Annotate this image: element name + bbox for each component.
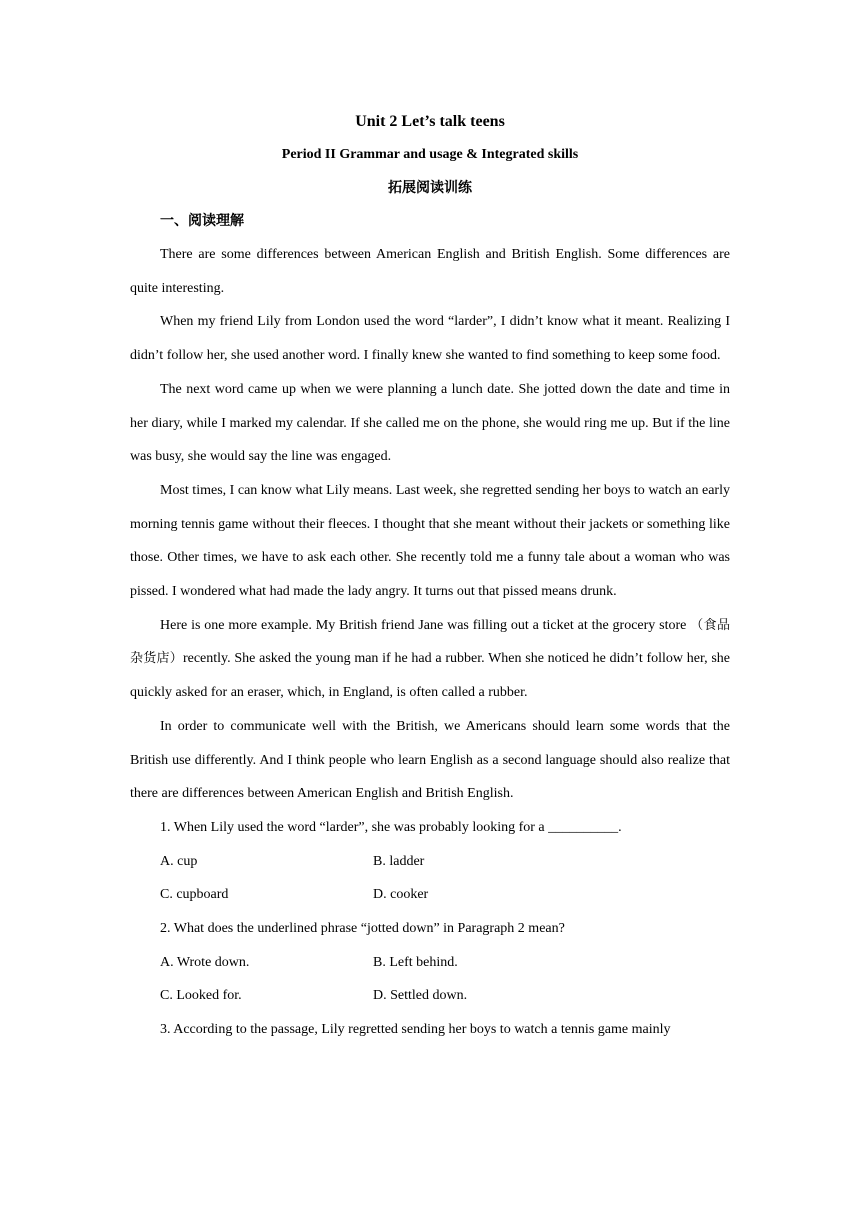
paragraph-5-start: Here is one more example. My British friend Jane was filling out a ticket at the grocery store	[160, 617, 691, 633]
question-3-stem: 3. According to the passage, Lily regretted sending her boys to watch a tennis game mainly	[160, 1022, 671, 1038]
question-1-stem: 1. When Lily used the word “larder”, she was probably looking for a __________.	[160, 819, 622, 835]
passage-paragraph-6: In order to communicate well with the British, we Americans should learn some words that the British use differently. And I think people who learn English as a second language should also realize that there are differences between American English and British English.	[130, 718, 730, 802]
passage-paragraph-2: When my friend Lily from London used the word “larder”, I didn’t know what it meant. Realizing I didn’t follow her, she used another word. I finally knew she wanted to find something to keep some food.	[130, 314, 730, 364]
paragraph-5-end: recently. She asked the young man if he had a rubber. When she noticed he didn’t follow her, she quickly asked for an eraser, which, in England, is often called a rubber.	[130, 651, 730, 701]
question-1-option-b: B. ladder	[373, 853, 425, 869]
document-content	[130, 106, 730, 1047]
question-2-stem: 2. What does the underlined phrase “jotted down” in Paragraph 2 mean?	[160, 921, 565, 937]
question-2-option-a: A. Wrote down.	[160, 954, 250, 970]
grocery-store-gloss: （食品杂货店）	[130, 617, 730, 667]
question-2-option-b: B. Left behind.	[373, 954, 458, 970]
question-2-option-d: D. Settled down.	[373, 988, 468, 1004]
passage-paragraph-1: There are some differences between American English and British English. Some differences are quite interesting.	[130, 247, 730, 296]
passage-paragraph-4: Most times, I can know what Lily means. Last week, she regretted sending her boys to watch an early morning tennis game without their fleeces. I thought that she meant without their jackets or something like those. Other times, we have to ask each other. She recently told me a funny tale about a woman who was pissed. I wondered what had made the lady angry. It turns out that pissed means drunk.	[130, 482, 730, 600]
period-subtitle: Period II Grammar and usage & Integrated skills	[281, 147, 579, 162]
passage-paragraph-5	[130, 609, 730, 710]
passage-paragraph-3: The next word came up when we were planning a lunch date. She jotted down the date and time in her diary, while I marked my calendar. If she called me on the phone, she would ring me up. But if the line was busy, she would say the line was engaged.	[130, 381, 730, 465]
unit-title: Unit 2 Let’s talk teens	[355, 113, 505, 130]
question-1-options-row-2	[130, 878, 730, 912]
question-1-options-row-1	[130, 845, 730, 879]
question-2-options-row-1	[130, 946, 730, 980]
section-heading-reading: 一、阅读理解	[160, 213, 244, 229]
question-2-options-row-2	[130, 979, 730, 1013]
question-2-option-c: C. Looked for.	[160, 988, 242, 1004]
extended-reading-title: 拓展阅读训练	[388, 180, 472, 196]
question-1-option-a: A. cup	[160, 853, 198, 869]
question-1-option-c: C. cupboard	[160, 887, 229, 903]
question-1-option-d: D. cooker	[373, 887, 429, 903]
